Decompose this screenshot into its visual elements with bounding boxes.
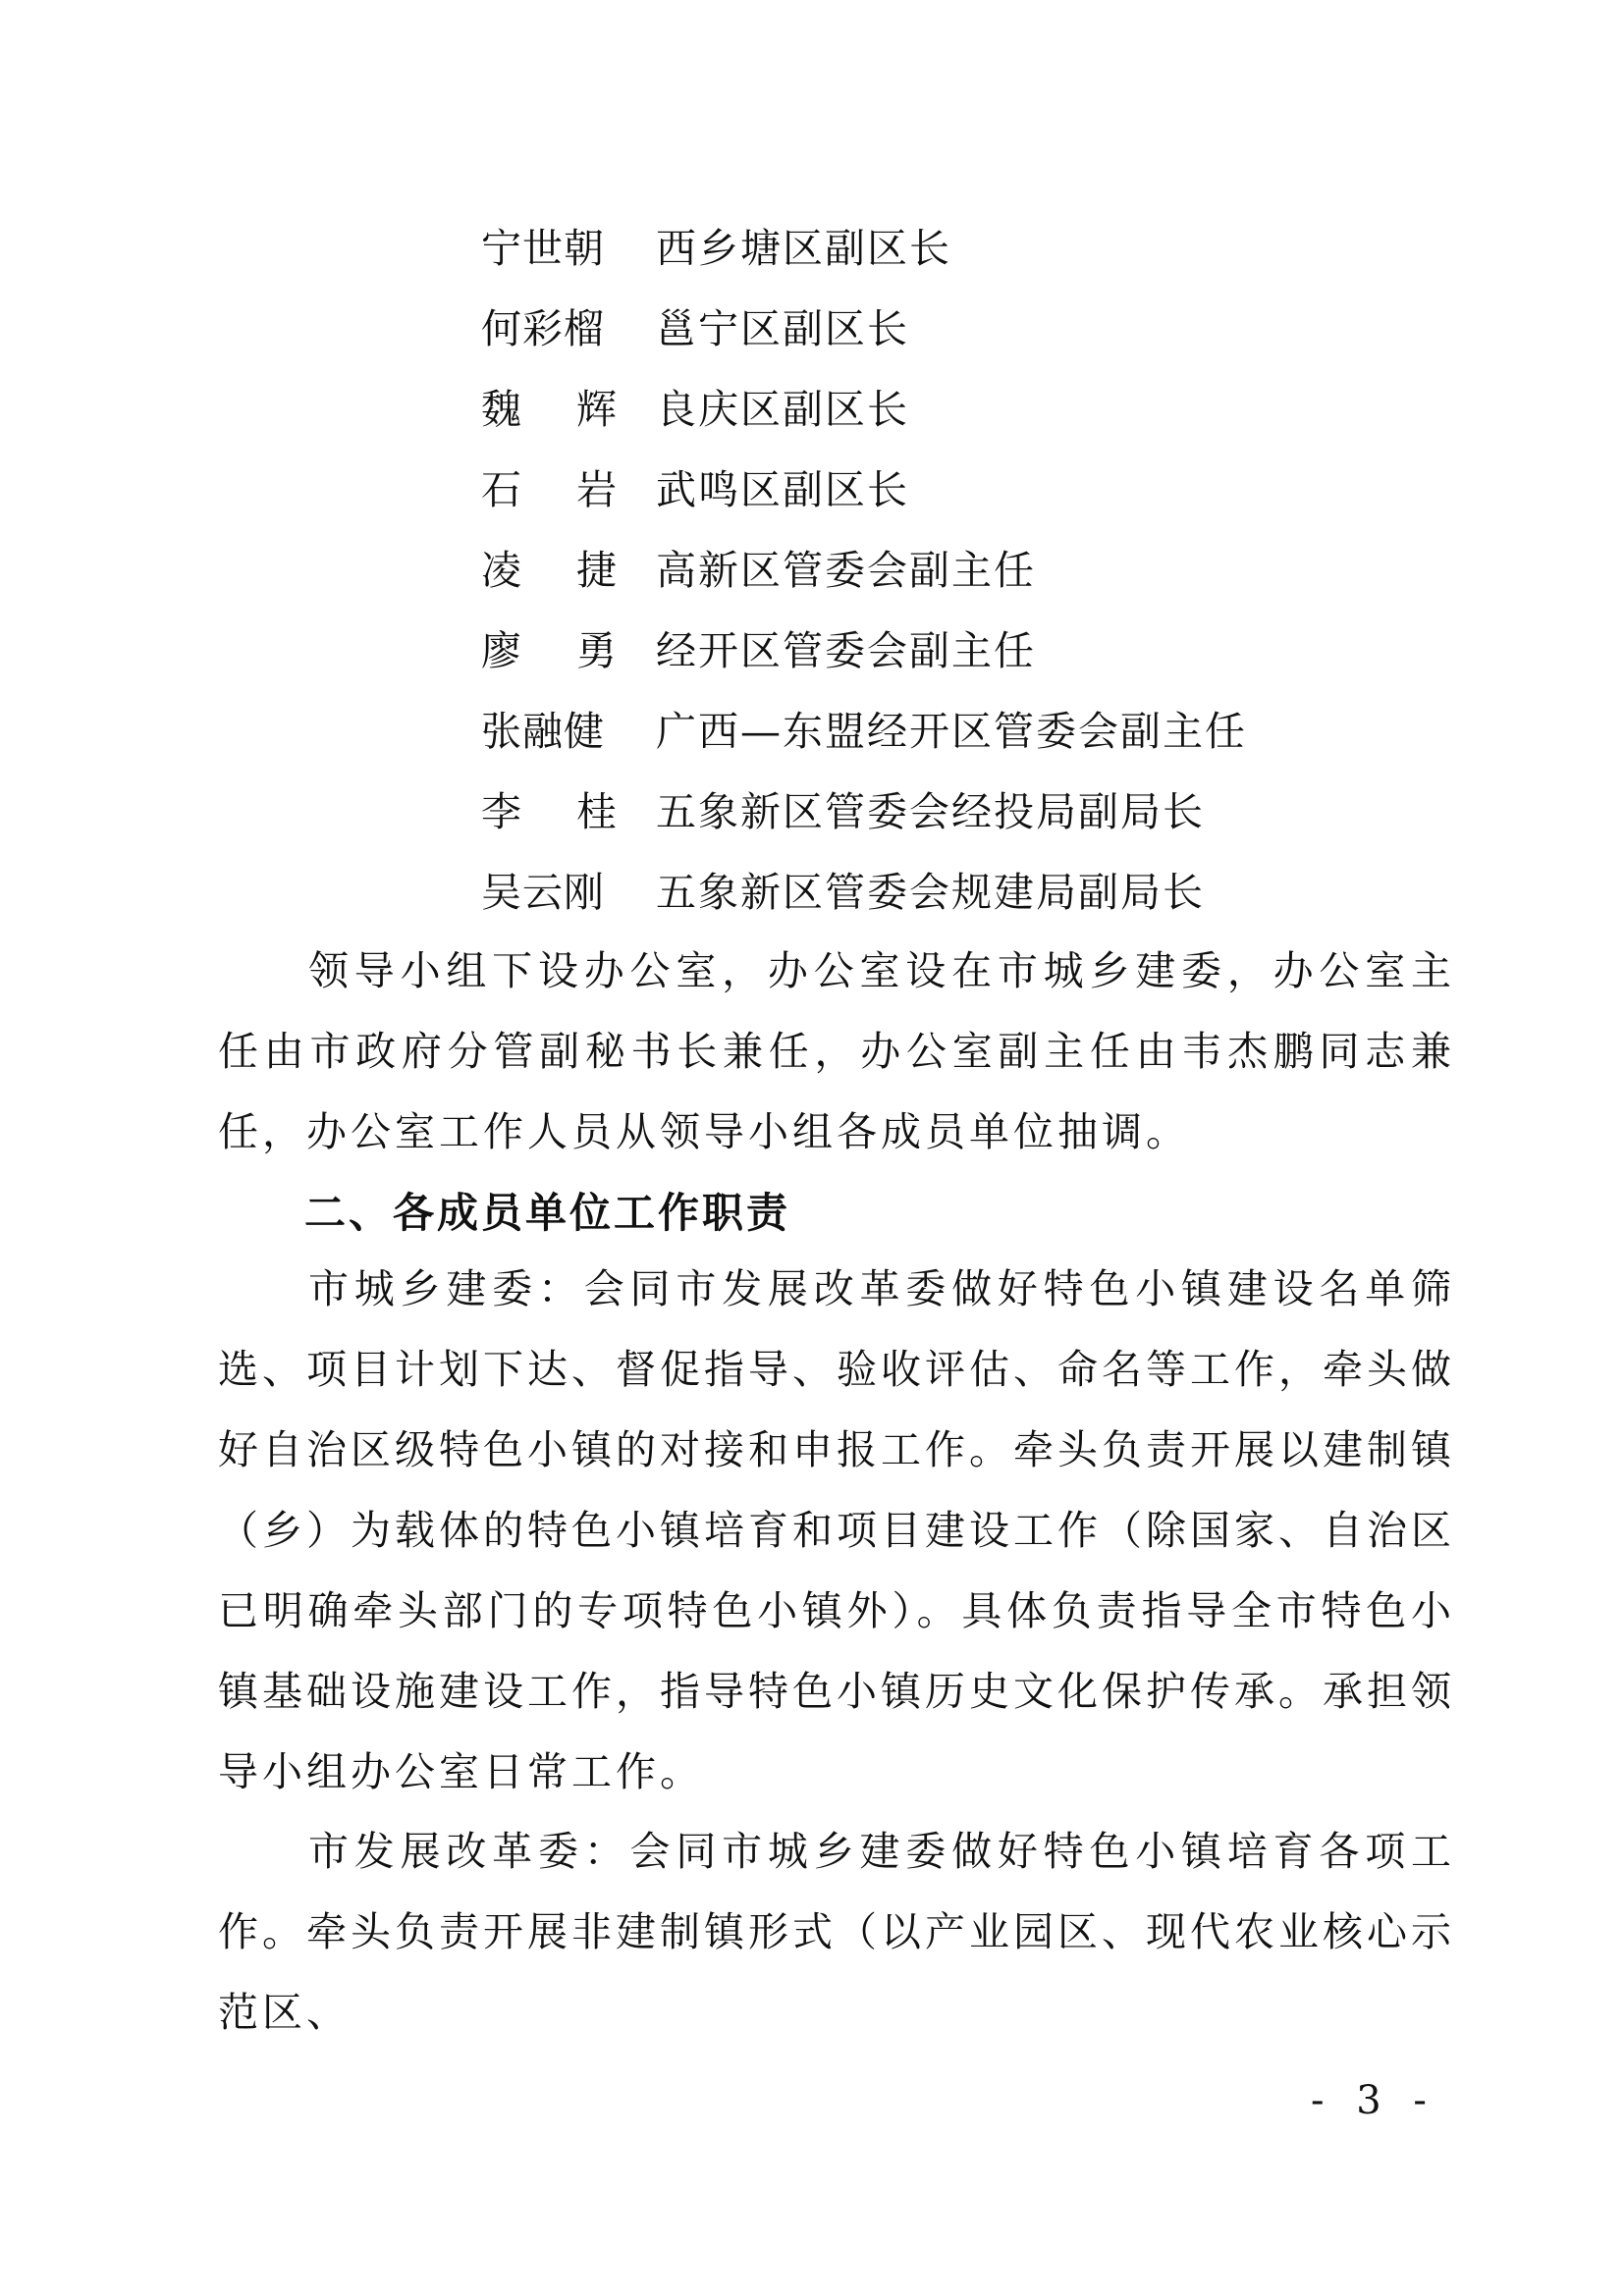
section-heading: 二、各成员单位工作职责	[304, 1189, 791, 1237]
member-title: 武鸣区副区长	[656, 466, 909, 513]
member-title: 五象新区管委会经投局副局长	[656, 788, 1205, 835]
member-name: 凌捷	[481, 547, 672, 594]
member-row	[481, 772, 1463, 852]
member-row	[481, 369, 1463, 450]
duty-paragraph: 市城乡建委：会同市发展改革委做好特色小镇建设名单筛选、项目计划下达、督促指导、验收评估、命名等工作，牵头做好自治区级特色小镇的对接和申报工作。牵头负责开展以建制镇（乡）为载体的特色小镇培育和项目建设工作（除国家、自治区已明确牵头部门的专项特色小镇外）。具体负责指导全市特色小镇基础设施建设工作，指导特色小镇历史文化保护传承。承担领导小组办公室日常工作。	[218, 1265, 1455, 1795]
member-title: 经开区管委会副主任	[656, 627, 1036, 674]
member-title: 五象新区管委会规建局副局长	[656, 869, 1205, 916]
member-name: 张融健	[481, 708, 605, 755]
member-name: 魏辉	[481, 386, 672, 433]
member-name: 吴云刚	[481, 869, 605, 916]
member-name: 李桂	[481, 788, 672, 835]
member-name: 何彩榴	[481, 305, 605, 352]
member-name: 石岩	[481, 466, 672, 513]
member-title: 高新区管委会副主任	[656, 547, 1036, 594]
member-title: 西乡塘区副区长	[656, 225, 951, 272]
office-paragraph: 领导小组下设办公室，办公室设在市城乡建委，办公室主任由市政府分管副秘书长兼任，办公室副主任由韦杰鹏同志兼任，办公室工作人员从领导小组各成员单位抽调。	[218, 947, 1455, 1155]
member-name: 廖勇	[481, 627, 672, 674]
office-section	[218, 931, 1455, 1172]
member-row	[481, 289, 1463, 369]
member-list	[481, 208, 1463, 933]
member-row	[481, 530, 1463, 611]
duty-section-development	[218, 1811, 1455, 2053]
member-row	[481, 611, 1463, 691]
page-number: - 3 -	[1311, 2078, 1436, 2123]
duty-section-construction	[218, 1249, 1455, 1812]
member-row	[481, 208, 1463, 289]
duty-paragraph: 市发展改革委：会同市城乡建委做好特色小镇培育各项工作。牵头负责开展非建制镇形式（以产业园区、现代农业核心示范区、	[218, 1828, 1455, 2036]
member-title: 良庆区副区长	[656, 386, 909, 433]
member-title: 邕宁区副区长	[656, 305, 909, 352]
member-row	[481, 691, 1463, 772]
member-row	[481, 450, 1463, 530]
member-title: 广西—东盟经开区管委会副主任	[656, 708, 1247, 755]
member-name: 宁世朝	[481, 225, 605, 272]
member-row	[481, 852, 1463, 933]
